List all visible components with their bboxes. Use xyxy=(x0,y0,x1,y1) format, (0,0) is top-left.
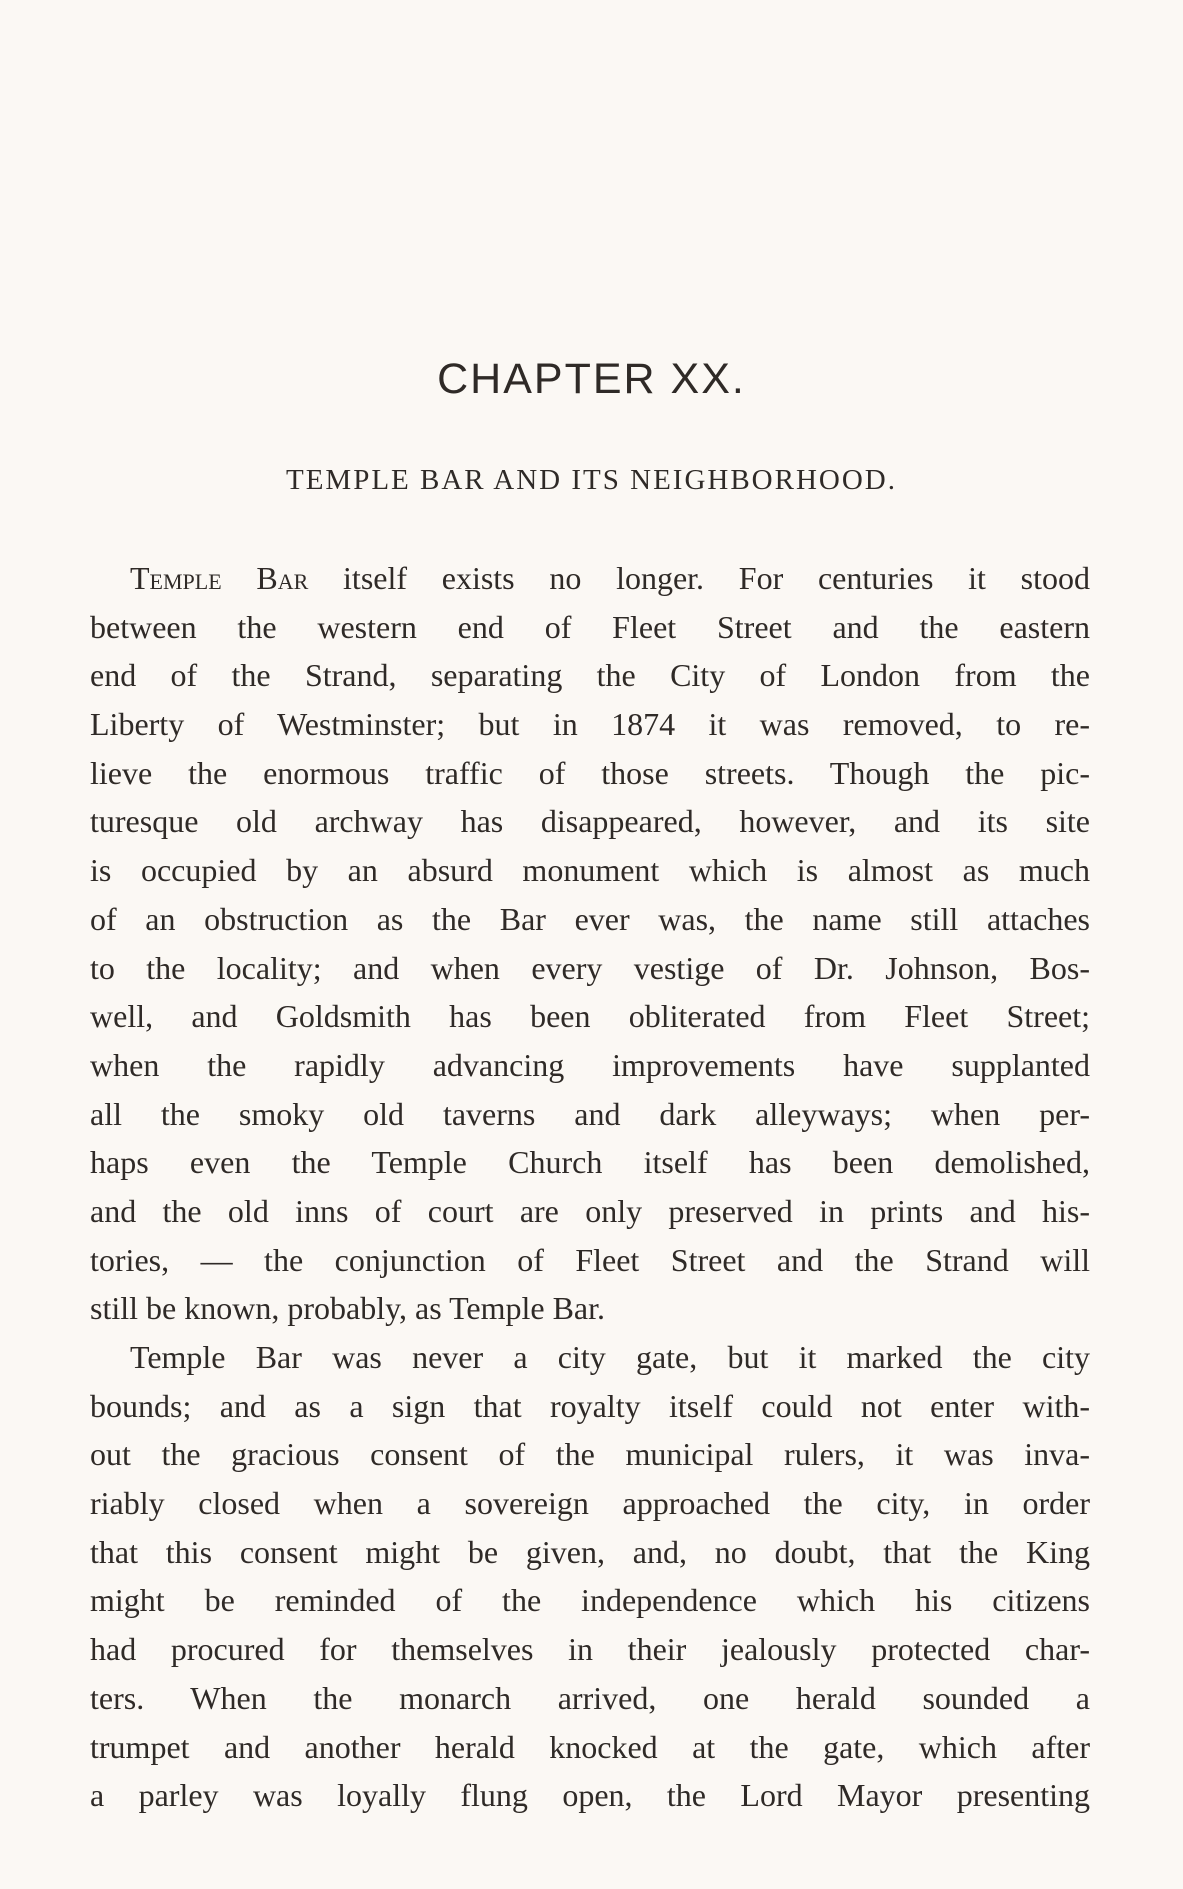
text-line: well, and Goldsmith has been obliterated from Fleet Street; xyxy=(90,998,1090,1035)
text-line: lieve the enormous traffic of those streets. Though the pic- xyxy=(90,754,1090,791)
text-line: still be known, probably, as Temple Bar. xyxy=(90,1290,606,1327)
text-line: that this consent might be given, and, no doubt, that the King xyxy=(90,1533,1090,1570)
text-line: end of the Strand, separating the City of London from the xyxy=(90,657,1090,694)
small-caps-word: Bar xyxy=(256,560,309,596)
text-line: between the western end of Fleet Street and the eastern xyxy=(90,608,1090,645)
text-line: a parley was loyally flung open, the Lord Mayor presenting xyxy=(90,1777,1090,1814)
text-line: bounds; and as a sign that royalty itself could not enter with- xyxy=(90,1387,1090,1424)
text-line: Temple Bar was never a city gate, but it marked the city xyxy=(130,1339,1090,1375)
text-line: riably closed when a sovereign approached the city, in order xyxy=(90,1485,1090,1522)
text-line: turesque old archway has disappeared, however, and its site xyxy=(90,803,1090,840)
text-line: all the smoky old taverns and dark alleyways; when per- xyxy=(90,1095,1090,1132)
text-line: Liberty of Westminster; but in 1874 it was removed, to re- xyxy=(90,706,1090,743)
text-line: trumpet and another herald knocked at the gate, which after xyxy=(90,1728,1090,1765)
text-line: might be reminded of the independence which his citizens xyxy=(90,1582,1090,1619)
text-line: to the locality; and when every vestige of Dr. Johnson, Bos- xyxy=(90,949,1090,986)
text-line: had procured for themselves in their jealously protected char- xyxy=(90,1631,1090,1668)
text-line: when the rapidly advancing improvements have supplanted xyxy=(90,1046,1090,1083)
text-line xyxy=(90,554,1090,603)
chapter-subtitle: TEMPLE BAR AND ITS NEIGHBORHOOD. xyxy=(286,464,897,496)
chapter-title: CHAPTER XX. xyxy=(437,355,746,403)
text-line: and the old inns of court are only preserved in prints and his- xyxy=(90,1192,1090,1229)
text-line: of an obstruction as the Bar ever was, the name still attaches xyxy=(90,900,1090,937)
lead-rest: itself exists no longer. For centuries it stood xyxy=(308,560,1090,596)
text-line: out the gracious consent of the municipal rulers, it was inva- xyxy=(90,1436,1090,1473)
text-line: haps even the Temple Church itself has been demolished, xyxy=(90,1144,1090,1181)
body-text xyxy=(90,554,1090,1820)
text-line: is occupied by an absurd monument which is almost as much xyxy=(90,852,1090,889)
text-line: ters. When the monarch arrived, one herald sounded a xyxy=(90,1679,1090,1716)
text-line: tories, — the conjunction of Fleet Street and the Strand will xyxy=(90,1241,1090,1278)
small-caps-word: Temple xyxy=(130,560,222,596)
